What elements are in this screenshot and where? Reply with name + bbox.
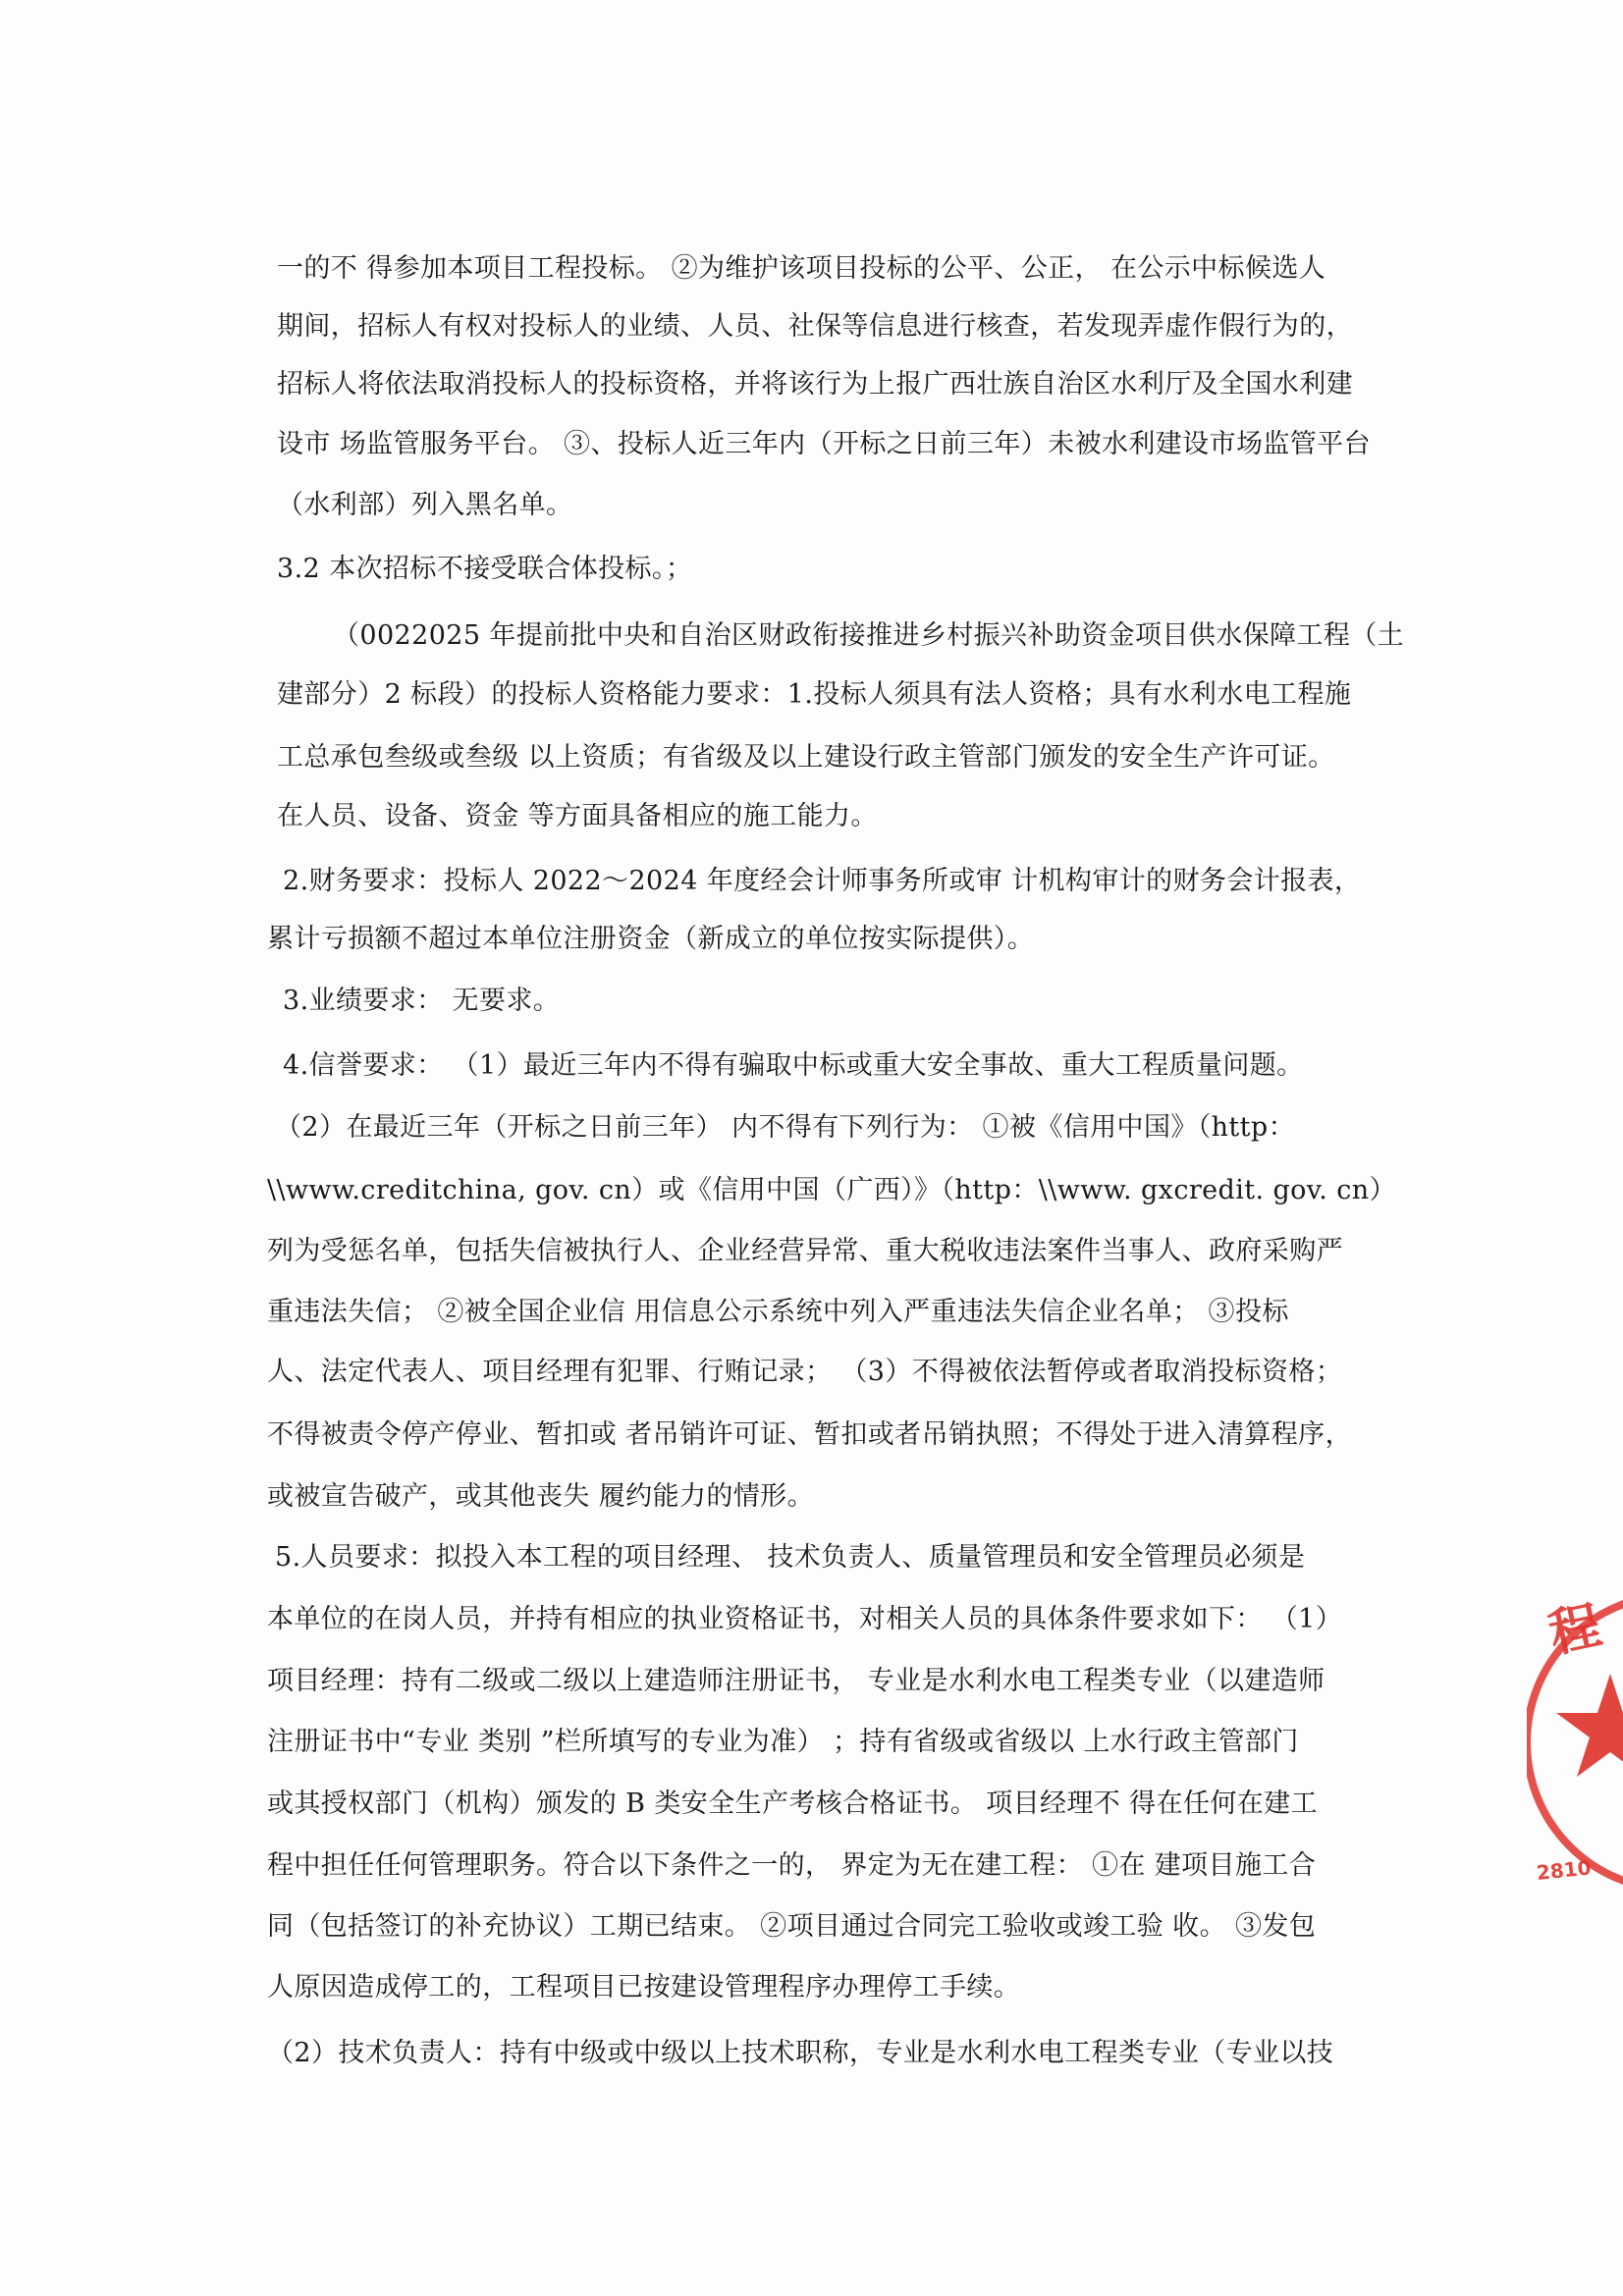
text-line: 重违法失信； ②被全国企业信 用信息公示系统中列入严重违法失信企业名单； ③投标 bbox=[267, 1297, 1289, 1327]
text-line: 建部分）2 标段）的投标人资格能力要求：1.投标人须具有法人资格；具有水利水电工程施 bbox=[277, 679, 1352, 710]
text-line: （2）在最近三年（开标之日前三年） 内不得有下列行为： ①被《信用中国》（http： bbox=[275, 1112, 1296, 1143]
text-line: 不得被责令停产停业、暂扣或 者吊销许可证、暂扣或者吊销执照；不得处于进入清算程序， bbox=[267, 1419, 1352, 1450]
text-line: 4.信誉要求： （1）最近三年内不得有骗取中标或重大安全事故、重大工程质量问题。 bbox=[283, 1050, 1304, 1081]
text-line: 同（包括签订的补充协议）工期已结束。 ②项目通过合同完工验收或竣工验 收。 ③发包 bbox=[267, 1911, 1317, 1942]
seal-character: 程 bbox=[1543, 1596, 1606, 1665]
text-line: 列为受惩名单，包括失信被执行人、企业经营异常、重大税收违法案件当事人、政府采购严 bbox=[267, 1236, 1343, 1266]
text-line: 本单位的在岗人员，并持有相应的执业资格证书，对相关人员的具体条件要求如下： （1） bbox=[267, 1604, 1343, 1634]
text-line: 3.2 本次招标不接受联合体投标。； bbox=[277, 554, 693, 584]
text-line: 或被宣告破产，或其他丧失 履约能力的情形。 bbox=[267, 1481, 814, 1512]
text-line: \\www.creditchina, gov. cn）或《信用中国（广西）》（http：\\www. gxcredit. gov. cn） bbox=[267, 1175, 1396, 1205]
text-line: 人原因造成停工的，工程项目已按建设管理程序办理停工手续。 bbox=[267, 1972, 1021, 2002]
text-line: 在人员、设备、资金 等方面具备相应的施工能力。 bbox=[277, 801, 878, 831]
text-line: 累计亏损额不超过本单位注册资金（新成立的单位按实际提供）。 bbox=[267, 924, 1035, 954]
text-line: 工总承包叁级或叁级 以上资质；有省级及以上建设行政主管部门颁发的安全生产许可证。 bbox=[277, 742, 1335, 773]
text-line: 人、法定代表人、项目经理有犯罪、行贿记录； （3）不得被依法暂停或者取消投标资格； bbox=[267, 1357, 1343, 1387]
text-line: 一的不 得参加本项目工程投标。 ②为维护该项目投标的公平、公正， 在公示中标候选人 bbox=[277, 253, 1326, 284]
seal-graphic bbox=[1527, 1566, 1623, 1919]
text-line: 注册证书中“专业 类别 ”栏所填写的专业为准） ；持有省级或省级以 上水行政主管部门 bbox=[267, 1727, 1299, 1757]
text-line: 期间，招标人有权对投标人的业绩、人员、社保等信息进行核查，若发现弄虚作假行为的， bbox=[277, 311, 1353, 342]
text-line: 设市 场监管服务平台。 ③、投标人近三年内（开标之日前三年）未被水利建设市场监管平台 bbox=[277, 429, 1371, 459]
text-line: （水利部）列入黑名单。 bbox=[277, 490, 573, 520]
seal-number: 2810 bbox=[1535, 1855, 1593, 1886]
text-line: （0022025 年提前批中央和自治区财政衔接推进乡村振兴补助资金项目供水保障工程（土 bbox=[333, 620, 1405, 651]
text-line: 项目经理：持有二级或二级以上建造师注册证书， 专业是水利水电工程类专业（以建造师 bbox=[267, 1666, 1325, 1696]
text-line: （2）技术负责人：持有中级或中级以上技术职称，专业是水利水电工程类专业（专业以技 bbox=[267, 2038, 1334, 2068]
text-line: 招标人将依法取消投标人的投标资格，并将该行为上报广西壮族自治区水利厅及全国水利建 bbox=[277, 369, 1353, 400]
company-seal-stamp bbox=[1527, 1566, 1623, 1919]
star-icon bbox=[1556, 1674, 1623, 1777]
text-line: 2.财务要求：投标人 2022～2024 年度经会计师事务所或审 计机构审计的财务会计报表， bbox=[283, 866, 1362, 896]
text-line: 程中担任任何管理职务。符合以下条件之一的， 界定为无在建工程： ①在 建项目施工合 bbox=[267, 1850, 1317, 1881]
text-line: 5.人员要求：拟投入本工程的项目经理、 技术负责人、质量管理员和安全管理员必须是 bbox=[275, 1542, 1306, 1573]
text-line: 3.业绩要求： 无要求。 bbox=[283, 986, 561, 1016]
text-line: 或其授权部门（机构）颁发的 B 类安全生产考核合格证书。 项目经理不 得在任何在建工 bbox=[267, 1789, 1318, 1819]
